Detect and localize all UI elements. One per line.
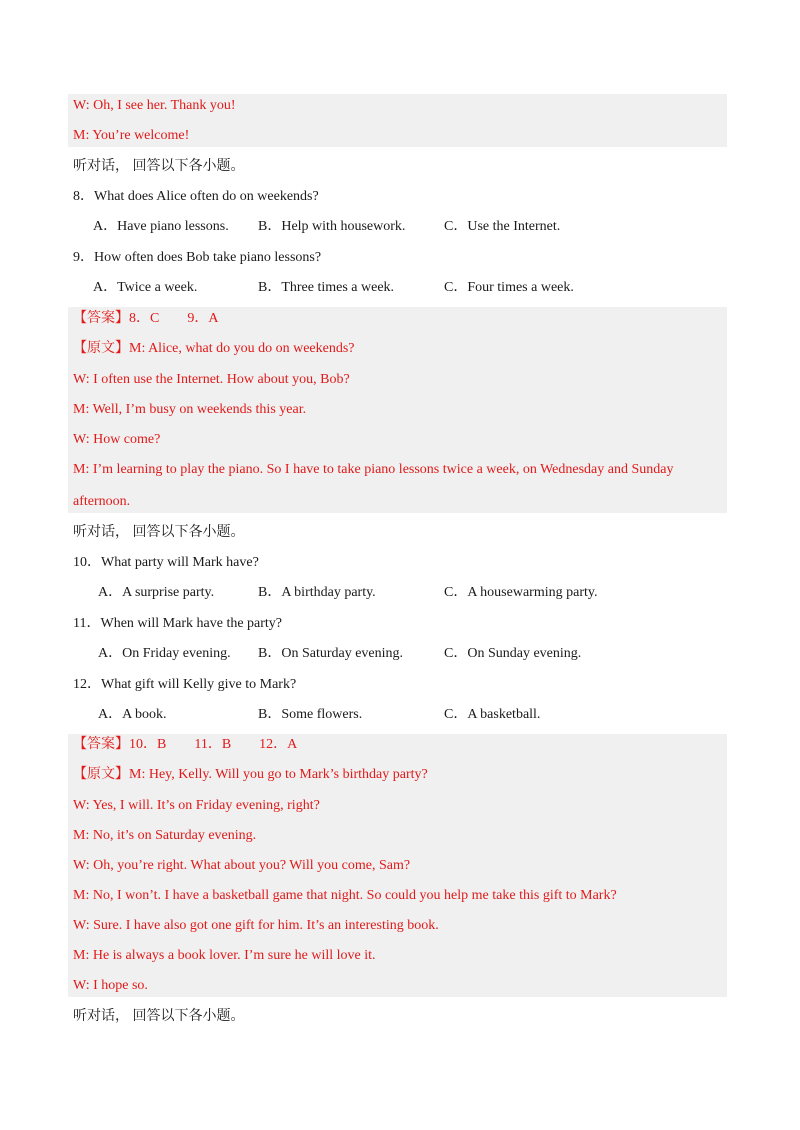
question-stem: 10．What party will Mark have? — [73, 555, 259, 570]
answer-tag: 【答案】 — [73, 737, 129, 752]
option-b: B．A birthday party. — [258, 585, 376, 600]
question-stem: 9．How often does Bob take piano lessons? — [73, 250, 322, 265]
option-a: A．Twice a week. — [93, 280, 198, 295]
option-a: A．On Friday evening. — [98, 646, 231, 661]
script-tag: 【原文】 — [73, 767, 129, 782]
script-tag: 【原文】 — [73, 341, 129, 356]
answer-line — [73, 309, 218, 329]
transcript-line: W: Oh, I see her. Thank you! — [73, 98, 236, 113]
script-line: W: I often use the Internet. How about you, Bob? — [73, 372, 350, 387]
option-a: A．A surprise party. — [98, 585, 215, 600]
answer-text: 10．B 11．B 12．A — [129, 737, 298, 752]
option-c: C．A basketball. — [444, 707, 541, 722]
answer-text: 8．C 9．A — [129, 311, 219, 326]
script-line: afternoon. — [73, 494, 131, 509]
script-text: M: Alice, what do you do on weekends? — [129, 341, 355, 356]
script-line: M: I’m learning to play the piano. So I have to take piano lessons twice a week, on Wednesday and Sunday — [73, 462, 674, 477]
script-text: M: Hey, Kelly. Will you go to Mark’s birthday party? — [129, 767, 428, 782]
option-a: A．Have piano lessons. — [93, 219, 229, 234]
section-instruction: 听对话， 回答以下各小题。 — [73, 525, 245, 540]
script-line: W: I hope so. — [73, 978, 148, 993]
section-instruction: 听对话， 回答以下各小题。 — [73, 1009, 245, 1024]
option-b: B．On Saturday evening. — [258, 646, 404, 661]
script-line: W: How come? — [73, 432, 161, 447]
script-line: M: No, it’s on Saturday evening. — [73, 828, 257, 843]
script-line: W: Sure. I have also got one gift for him. It’s an interesting book. — [73, 918, 439, 933]
script-line: M: He is always a book lover. I’m sure he will love it. — [73, 948, 376, 963]
option-b: B．Three times a week. — [258, 280, 395, 295]
answer-line — [73, 735, 297, 755]
option-b: B．Some flowers. — [258, 707, 363, 722]
script-line: M: Well, I’m busy on weekends this year. — [73, 402, 307, 417]
question-stem: 11．When will Mark have the party? — [73, 616, 283, 631]
script-line: W: Yes, I will. It’s on Friday evening, right? — [73, 798, 320, 813]
option-c: C．A housewarming party. — [444, 585, 598, 600]
question-stem: 12．What gift will Kelly give to Mark? — [73, 677, 297, 692]
option-a: A．A book. — [98, 707, 167, 722]
answer-tag: 【答案】 — [73, 311, 129, 326]
transcript-line: M: You’re welcome! — [73, 128, 190, 143]
script-line: M: No, I won’t. I have a basketball game that night. So could you help me take this gift to Mark? — [73, 888, 617, 903]
script-line: W: Oh, you’re right. What about you? Will you come, Sam? — [73, 858, 411, 873]
script-line — [73, 765, 428, 785]
section-instruction: 听对话， 回答以下各小题。 — [73, 159, 245, 174]
option-c: C．Four times a week. — [444, 280, 574, 295]
question-stem: 8．What does Alice often do on weekends? — [73, 189, 319, 204]
script-line — [73, 339, 355, 359]
option-c: C．On Sunday evening. — [444, 646, 582, 661]
option-b: B．Help with housework. — [258, 219, 406, 234]
option-c: C．Use the Internet. — [444, 219, 561, 234]
